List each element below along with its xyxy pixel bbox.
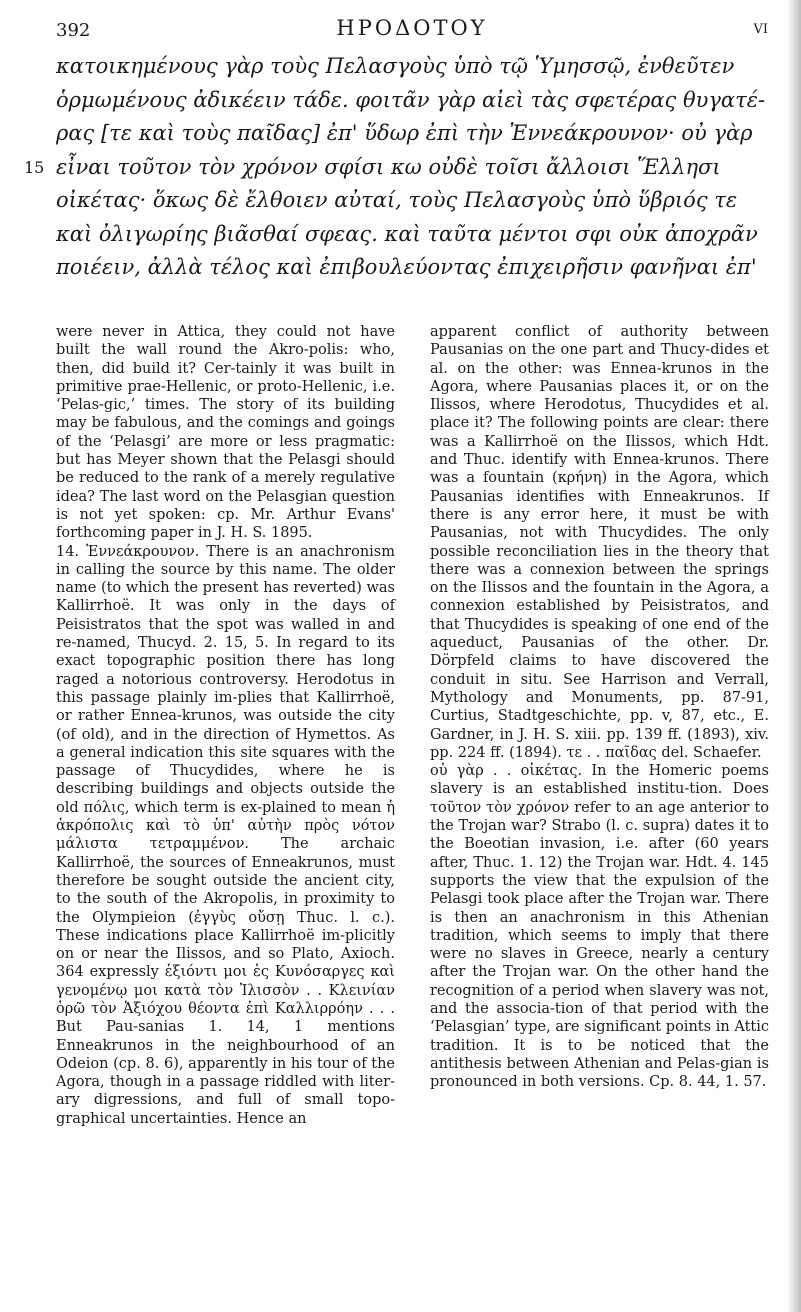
greek-line [24,151,772,185]
greek-text-block [24,50,772,285]
page-number: 392 [56,20,91,41]
commentary-paragraph: οὐ γὰρ . . οἰκέτας. In the Homeric poems slavery is an established institu-tion. Does τοῦτον τὸν χρόνον refer to an age anterior to the Trojan war? Strabo (l. c. supra) dates it to the Boeotian invasion, i.e. after (60 years after, Thuc. 1. 12) the Trojan war. Hdt. 4. 145 supports the view that the expulsion of the Pelasgi took place after the Trojan war. There is then an anachronism in this Athenian tradition, which seems to imply that there were no slaves in Greece, nearly a century after the Trojan war. On the other hand the recognition of a period when slavery was not, and the associa-tion of that period with the ‘Pelasgian’ type, are significant points in Attic tradition. It is to be noticed that the antithesis between Athenian and Pelas-gian is pronounced in both versions. Cp. 8. 44, 1. 57. [430,763,769,1091]
greek-line: κατοικημένους γὰρ τοὺς Πελασγοὺς ὑπὸ τῷ Ὑμησσῷ, ἐνθεῦτεν [56,54,735,78]
line-number: 15 [24,157,45,177]
commentary-paragraph: were never in Attica, they could not have built the wall round the Akro-polis: who, then, did build it? Cer-tainly it was built in primitive prae-Hellenic, or proto-Hellenic, i.e. ‘Pelas-gic,’ times. The story of its building may be fabulous, and the comings and goings of the ‘Pelasgi’ are more or less pragmatic: but has Meyer shown that the Pelasgi should be reduced to the rank of a merely regulative idea? The last word on the Pelasgian question is not yet spoken: cp. Mr. Arthur Evans' forthcoming paper in J. H. S. 1895. [56,324,395,542]
greek-line: ποιέειν, ἀλλὰ τέλος καὶ ἐπιβουλεύοντας ἐπιχειρῆσιν φανῆναι ἐπ' [56,255,757,279]
greek-line-text: εἶναι τοῦτον τὸν χρόνον σφίσι κω οὐδὲ τοῖσι ἄλλοισι Ἕλλησι [56,154,721,179]
page-edge-shadow [787,0,801,1312]
commentary-left-column [56,323,395,1128]
greek-line: ὁρμωμένους ἀδικέειν τάδε. φοιτᾶν γὰρ αἰεὶ τὰς σφετέρας θυγατέ- [56,87,766,112]
greek-line: οἰκέτας· ὅκως δὲ ἔλθοιεν αὐταί, τοὺς Πελασγοὺς ὑπὸ ὕβριός τε [56,188,738,212]
commentary-paragraph: apparent conflict of authority between Pausanias on the one part and Thucy-dides et al. on the other: was Ennea-krunos in the Agora, where Pausanias places it, or on the Ilissos, where Herodotus, Thucydides et al. place it? The following points are clear: there was a Kallirrhoë on the Ilissos, which Hdt. and Thuc. identify with Ennea-krunos. There was a fountain (κρήνη) in the Agora, which Pausanias identifies with Enneakrunos. If there is any error here, it must be with Pausanias, not with Thucydides. The only possible reconciliation lies in the theory that there was a connexion between the springs on the Ilissos and the fountain in the Agora, a connexion established by Peisistratos, and that Thucydides is speaking of one end of the aqueduct, Pausanias of the other. Dr. Dörpfeld claims to have discovered the conduit in situ. See Harrison and Verrall, Mythology and Monuments, pp. 87-91, Curtius, Stadtgeschichte, pp. v, 87, etc., E. Gardner, in J. H. S. xiii. pp. 139 ff. (1893), xiv. pp. 224 ff. (1894). τε . . παῖδας del. Schaefer. [430,324,769,761]
greek-line: ρας [τε καὶ τοὺς παῖδας] ἐπ' ὕδωρ ἐπὶ τὴν Ἐννεάκρουνον· οὐ γὰρ [56,121,753,145]
book-signature: VI [753,22,768,37]
commentary-paragraph: 14. Ἐννεάκρουνον. There is an anachronism in calling the source by this name. The older name (to which the present has reverted) was Kallirrhoë. It was only in the days of Peisistratos that the spot was walled in and re-named, Thucyd. 2. 15, 5. In regard to its exact topographic position there has long raged a notorious controversy. Herodotus in this passage plainly im-plies that Kallirrhoë, or rather Ennea-krunos, was outside the city (of old), and in the direction of Hymettos. As a general indication this site squares with the passage of Thucydides, where he is describing buildings and objects outside the old πόλις, which term is ex-plained to mean ἡ ἀκρόπολις καὶ τὸ ὑπ' αὐτὴν πρὸς νότον μάλιστα τετραμμένον. The archaic Kallirrhoë, the sources of Enneakrunos, must therefore be sought outside the ancient city, to the south of the Akropolis, in proximity to the Olympieion (ἐγγὺς οὔσῃ Thuc. l. c.). These indications place Kallirrhoë im-plicitly on or near the Ilissos, and so Plato, Axioch. 364 expressly ἐξιόντι μοι ἐς Κυνόσαργες καὶ γενομένῳ μοι κατὰ τὸν Ἰλισσὸν . . Κλεινίαν ὁρῶ τὸν Ἀξιόχου θέοντα ἐπὶ Καλλιρρόην . . . But Pau-sanias 1. 14, 1 mentions Enneakrunos in the neighbourhood of an Odeion (cp. 8. 6), apparently in his tour of the Agora, though in a passage riddled with liter-ary digressions, and full of small topo-graphical uncertainties. Hence an [56,543,395,1127]
running-title: HPOΔOTOY [336,16,488,40]
greek-line: καὶ ὀλιγωρίης βιᾶσθαί σφεας. καὶ ταῦτα μέντοι σφι οὐκ ἀποχρᾶν [56,221,758,246]
commentary-right-column [430,323,769,1091]
running-header [56,8,768,44]
